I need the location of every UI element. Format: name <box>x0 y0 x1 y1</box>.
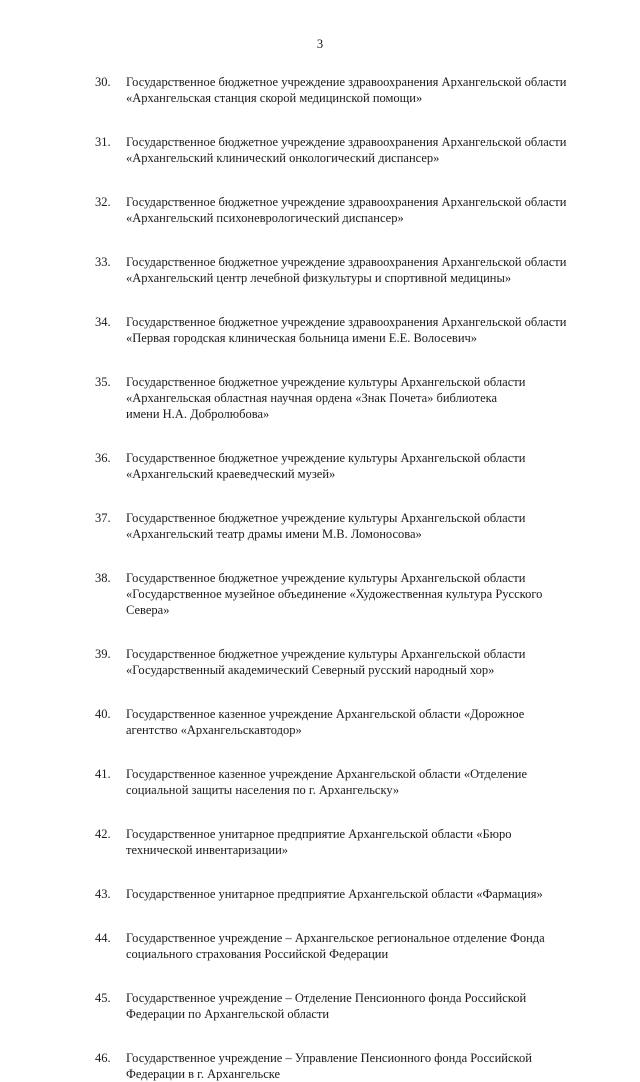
item-number: 46. <box>95 1051 111 1065</box>
item-text-line: Государственное бюджетное учреждение культуры Архангельской области <box>126 375 526 389</box>
item-text-line: Государственное бюджетное учреждение культуры Архангельской области <box>126 647 526 661</box>
item-text <box>126 826 586 858</box>
item-text-line: «Архангельский психоневрологический диспансер» <box>126 211 404 225</box>
item-text-line: «Архангельская областная научная ордена «Знак Почета» библиотека <box>126 391 498 405</box>
item-number: 30. <box>95 75 111 89</box>
item-number: 36. <box>95 451 111 465</box>
item-number: 35. <box>95 375 111 389</box>
item-number: 44. <box>95 931 111 945</box>
item-number: 43. <box>95 887 111 901</box>
item-text-line: Государственное унитарное предприятие Архангельской области «Фармация» <box>126 887 543 901</box>
item-text <box>126 450 586 482</box>
item-text-line: «Государственное музейное объединение «Художественная культура Русского <box>126 587 543 601</box>
item-number: 42. <box>95 827 111 841</box>
item-text-line: «Архангельский центр лечебной физкультуры и спортивной медицины» <box>126 271 512 285</box>
item-text-line: «Первая городская клиническая больница имени Е.Е. Волосевич» <box>126 331 478 345</box>
item-number: 32. <box>95 195 111 209</box>
item-text-line: социальной защиты населения по г. Архангельску» <box>126 783 400 797</box>
item-text-line: Государственное казенное учреждение Архангельской области «Отделение <box>126 767 528 781</box>
item-text-line: Федерации по Архангельской области <box>126 1007 330 1021</box>
item-text-line: «Архангельский клинический онкологический диспансер» <box>126 151 440 165</box>
item-number: 33. <box>95 255 111 269</box>
item-text-line: «Архангельская станция скорой медицинской помощи» <box>126 91 423 105</box>
item-text-line: «Архангельский театр драмы имени М.В. Ломоносова» <box>126 527 422 541</box>
item-text-line: технической инвентаризации» <box>126 843 289 857</box>
item-text-line: Государственное бюджетное учреждение здравоохранения Архангельской области <box>126 195 567 209</box>
item-text <box>126 766 586 798</box>
item-text <box>126 74 586 106</box>
item-text <box>126 1050 586 1082</box>
item-text-line: «Архангельский краеведческий музей» <box>126 467 336 481</box>
item-text <box>126 646 586 678</box>
item-text-line: Государственное учреждение – Управление Пенсионного фонда Российской <box>126 1051 532 1065</box>
item-text-line: Государственное бюджетное учреждение культуры Архангельской области <box>126 451 526 465</box>
item-number: 38. <box>95 571 111 585</box>
item-text <box>126 374 586 422</box>
item-text-line: Государственное учреждение – Архангельское региональное отделение Фонда <box>126 931 545 945</box>
item-number: 37. <box>95 511 111 525</box>
item-text-line: социального страхования Российской Федерации <box>126 947 389 961</box>
item-number: 41. <box>95 767 111 781</box>
item-text <box>126 134 586 166</box>
item-text-line: Федерации в г. Архангельске <box>126 1067 281 1081</box>
item-text-line: «Государственный академический Северный русский народный хор» <box>126 663 495 677</box>
page-number: 3 <box>316 37 324 51</box>
item-text <box>126 254 586 286</box>
item-text <box>126 886 586 902</box>
item-text <box>126 990 586 1022</box>
item-text-line: Государственное бюджетное учреждение здравоохранения Архангельской области <box>126 75 567 89</box>
item-number: 34. <box>95 315 111 329</box>
item-text <box>126 930 586 962</box>
item-text <box>126 510 586 542</box>
item-text-line: Государственное бюджетное учреждение культуры Архангельской области <box>126 511 526 525</box>
item-number: 31. <box>95 135 111 149</box>
item-text-line: Севера» <box>126 603 170 617</box>
item-text-line: агентство «Архангельскавтодор» <box>126 723 302 737</box>
item-text <box>126 194 586 226</box>
item-number: 39. <box>95 647 111 661</box>
item-text <box>126 570 586 618</box>
item-number: 45. <box>95 991 111 1005</box>
item-text-line: Государственное бюджетное учреждение здравоохранения Архангельской области <box>126 315 567 329</box>
item-text-line: имени Н.А. Добролюбова» <box>126 407 270 421</box>
item-text-line: Государственное учреждение – Отделение Пенсионного фонда Российской <box>126 991 527 1005</box>
item-text <box>126 314 586 346</box>
item-text-line: Государственное казенное учреждение Архангельской области «Дорожное <box>126 707 525 721</box>
item-text-line: Государственное унитарное предприятие Архангельской области «Бюро <box>126 827 512 841</box>
item-text-line: Государственное бюджетное учреждение культуры Архангельской области <box>126 571 526 585</box>
item-text-line: Государственное бюджетное учреждение здравоохранения Архангельской области <box>126 255 567 269</box>
item-number: 40. <box>95 707 111 721</box>
item-text-line: Государственное бюджетное учреждение здравоохранения Архангельской области <box>126 135 567 149</box>
item-text <box>126 706 586 738</box>
